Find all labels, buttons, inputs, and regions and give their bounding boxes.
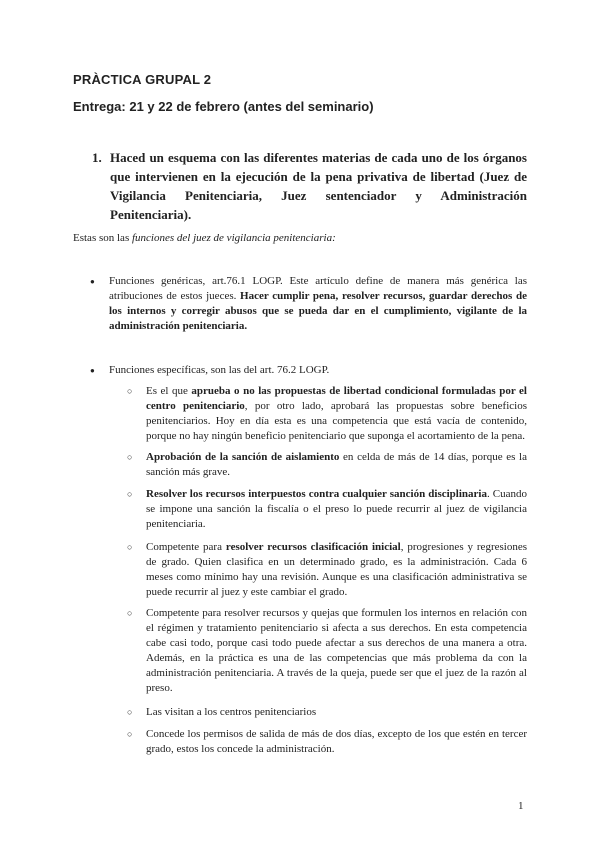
intro-plain: Estas son las (73, 232, 132, 244)
sub-item-bold: aprueba o no las propuestas de libertad condicional formuladas por el centro penitenciario (146, 385, 527, 412)
sub-item-2 (127, 450, 527, 480)
sub-item-4 (127, 540, 527, 600)
sub-item-text: Las visitan a los centros penitenciarios (146, 706, 317, 718)
sub-item-5 (127, 606, 527, 696)
bullet-generic-bold: Hacer cumplir pena, resolver recursos, guardar derechos de los internos y corregir abusos que se pueda dar en el cumplimiento, vigilante de la administración penitenciaria. (109, 290, 527, 332)
bullet-specific-text: Funciones específicas, son las del art. 76.2 LOGP. (109, 364, 330, 376)
intro-line (73, 232, 336, 244)
sub-item-plain: , progresiones y regresiones de grado. Quien clasifica en un determinado grado, es la administración. Cada 6 meses como mínimo hay una revisión. Aunque es una clasificación administrativa se puede recurrir al juez y este cambiar el grado. (146, 541, 527, 598)
sub-bullet-marker: ○ (127, 707, 133, 717)
sub-item-text (146, 450, 527, 480)
sub-item-text (146, 540, 527, 600)
bullet-marker: ● (90, 366, 95, 375)
sub-item-text (146, 384, 527, 444)
question-text: Haced un esquema con las diferentes materias de cada uno de los órganos que intervienen en la ejecución de la pena privativa de libertad (Juez de Vigilancia Penitenciaria, Juez sentenciador y Administración Penitenciaria). (110, 150, 527, 222)
bullet-generic-plain: Funciones genéricas, art.76.1 LOGP. Este artículo define de manera más genérica las atribuciones de estos jueces. (109, 275, 527, 302)
bullet-marker: ● (90, 277, 95, 286)
question-1 (92, 148, 527, 224)
sub-item-3 (127, 487, 527, 532)
sub-item-text: Competente para resolver recursos y quejas que formulen los internos en relación con el régimen y tratamiento penitenciario si afecta a sus derechos. En esta competencia cabe casi todo, porque casi todo puede afectar a sus derechos de una manera a otra. Además, en la práctica es una de las competencias que más problema da con la administración penitenciaria. A través de la queja, puede ser que el juez de la razón al preso. (146, 607, 527, 694)
document-title: PRÀCTICA GRUPAL 2 (73, 72, 212, 87)
sub-bullet-marker: ○ (127, 729, 133, 739)
question-number: 1. (92, 150, 102, 165)
sub-item-bold: Resolver los recursos interpuestos contra cualquier sanción disciplinaria (146, 488, 487, 500)
sub-item-text (146, 487, 527, 532)
sub-item-bold: Aprobación de la sanción de aislamiento (146, 451, 340, 463)
sub-bullet-marker: ○ (127, 489, 133, 499)
sub-item-plain: en celda de más de 14 días, porque es la sanción más grave. (146, 451, 527, 478)
sub-bullet-marker: ○ (127, 452, 133, 462)
sub-item-plain: Competente para (146, 541, 226, 553)
sub-item-plain: Es el que (146, 385, 192, 397)
sub-item-7 (127, 727, 527, 757)
sub-item-bold: resolver recursos clasificación inicial (225, 541, 401, 553)
delivery-date: Entrega: 21 y 22 de febrero (antes del seminario) (73, 99, 374, 114)
bullet-specific-functions (90, 363, 527, 378)
sub-item-text: Concede los permisos de salida de más de dos días, excepto de los que estén en tercer grado, estos los concede la administración. (146, 728, 527, 755)
bullet-generic-functions (90, 274, 527, 334)
sub-item-6 (127, 705, 527, 720)
sub-bullet-marker: ○ (127, 608, 133, 618)
sub-item-plain: , por otro lado, aprobará las propuestas sobre beneficios penitenciarios. Hoy en día esta es una competencia que está vacía de contenido, porque no hay ningún beneficio penitenciario que suponga el acortamiento de la pena. (146, 400, 527, 442)
intro-italic: funciones del juez de vigilancia penitenciaria: (131, 232, 336, 244)
page-number: 1 (518, 800, 524, 812)
sub-bullet-marker: ○ (127, 386, 133, 396)
sub-bullet-marker: ○ (127, 542, 133, 552)
sub-item-1 (127, 384, 527, 444)
sub-item-plain: . Cuando se impone una sanción la fiscalía o el preso lo puede recurrir al juez de vigilancia penitenciaria. (146, 488, 527, 530)
bullet-text (109, 274, 527, 334)
